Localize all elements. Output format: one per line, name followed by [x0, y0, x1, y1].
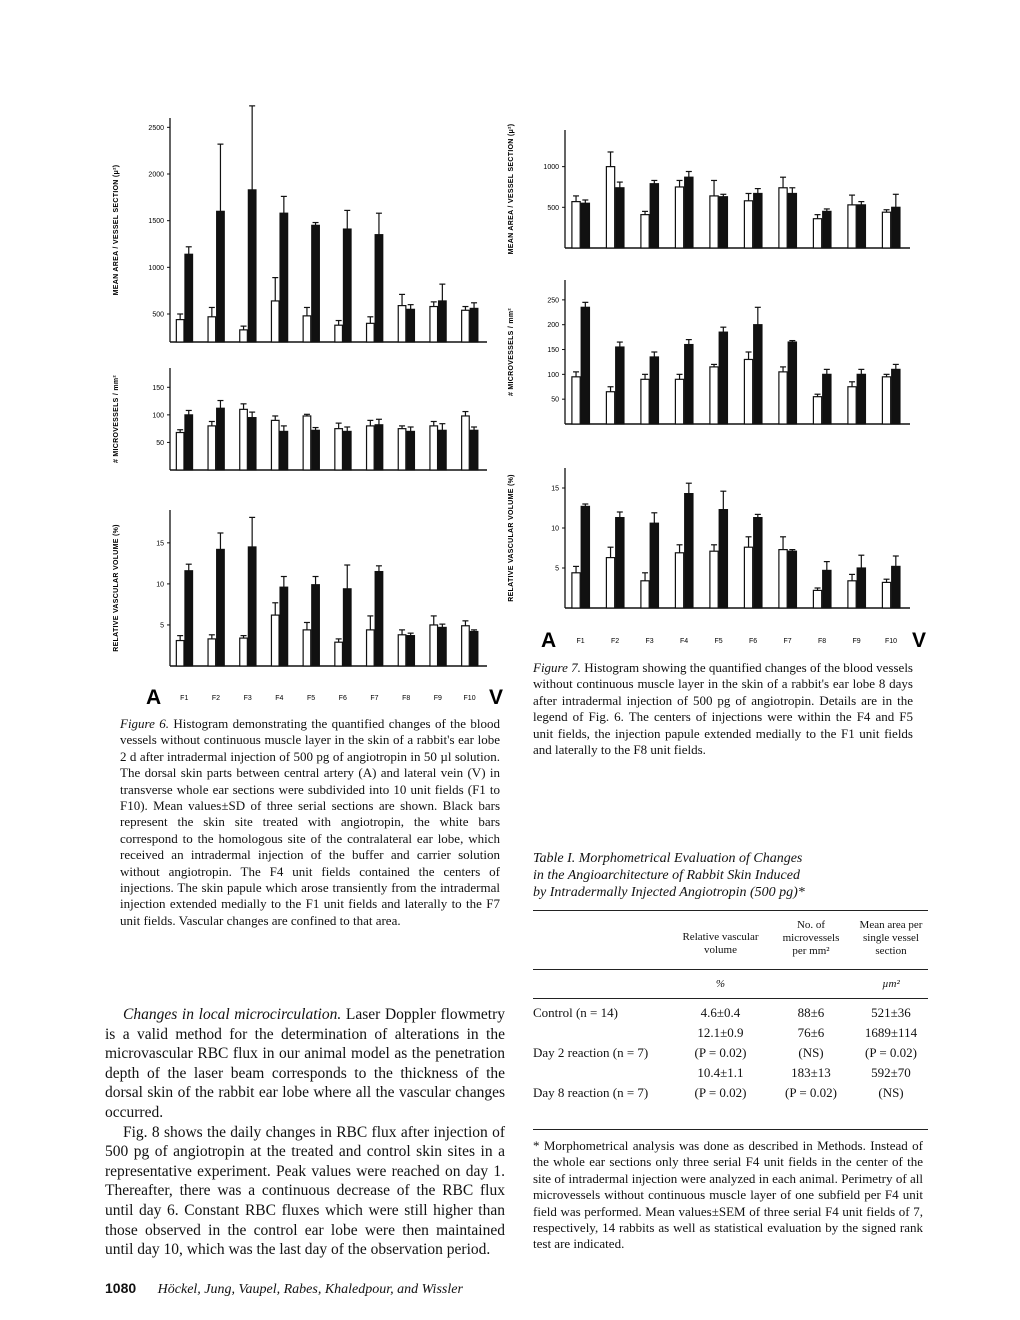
fig7-p1-bar-black [788, 342, 796, 424]
unit-percent: % [715, 978, 726, 990]
fig7-p2-bar-white [882, 582, 890, 608]
fig7-p0-bar-white [606, 167, 614, 248]
fig7-p2-bar-white [641, 581, 649, 608]
table-footnote: * Morphometrical analysis was done as described in Methods. Instead of the whole ear sections only three serial F4 unit fields in the center of the site of intradermal injection were analyzed in each animal. Perimetry of all microvessels without continuous muscle layer of one subfield per F4 unit field was performed. Mean values±SEM of three serial F4 unit fields of 7, respectively, 14 rabbits as well as statistical evaluation by the signed rank test are indicated. [533, 1138, 923, 1252]
fig6-p0-bar-white [240, 330, 248, 342]
cell: 12.1±0.9 [697, 1025, 744, 1040]
fig6-p0-bar-white [335, 325, 343, 342]
fig7-p1-tick-label: 250 [547, 297, 559, 305]
fig7-p0-bar-white [675, 187, 683, 248]
fig7-p0-bar-white [572, 202, 580, 248]
fig6-p0-bar-black [375, 235, 383, 342]
col-header-mean-area-3: section [875, 945, 907, 957]
table-title-line-2: in the Angioarchitecture of Rabbit Skin Induced [533, 868, 800, 883]
fig6-p0-bar-white [176, 320, 184, 342]
fig6-p1-bar-white [208, 426, 216, 470]
fig6-p1-bar-white [367, 426, 375, 470]
fig6-p1-bar-black [248, 418, 256, 470]
axis-end-artery: A [541, 629, 557, 652]
fig7-p0-bar-white [882, 212, 890, 248]
fig7-p0-bar-white [848, 205, 856, 248]
x-tick-label: F9 [433, 695, 442, 702]
col-header-vascular-volume: Relative vascular [682, 931, 759, 943]
fig6-p0-bar-black [439, 301, 447, 342]
axis-end-vein: V [489, 686, 504, 709]
col-header-microvessels: No. of [796, 919, 826, 931]
fig7-p2-tick-label: 5 [555, 565, 559, 573]
fig7-p0-bar-black [754, 193, 762, 248]
fig6-p2-bar-black [343, 589, 351, 666]
fig7-p1-tick-label: 50 [551, 396, 559, 404]
fig6-p1-tick-label: 100 [152, 412, 164, 420]
x-tick-label: F1 [576, 638, 585, 645]
fig7-p1-tick-label: 150 [547, 347, 559, 355]
col-header-microvessels-2: microvessels [782, 932, 840, 944]
fig7-p1-bar-black [754, 325, 762, 424]
page-number: 1080 [105, 1280, 137, 1296]
cell: (NS) [798, 1045, 824, 1060]
fig6-p2-bar-black [248, 547, 256, 666]
fig6-p0-bar-white [208, 317, 216, 342]
fig6-p0-bar-black [407, 309, 415, 342]
table-1 [533, 850, 928, 1253]
fig6-p1-y-label: # MICROVESSELS / mm² [113, 374, 120, 464]
col-header-mean-area: Mean area per [859, 919, 923, 931]
fig7-p1-bar-black [685, 345, 693, 424]
table-1-title [533, 850, 928, 901]
fig7-p2-bar-black [754, 518, 762, 608]
x-tick-label: F2 [211, 695, 221, 702]
cell: (P = 0.02) [785, 1085, 837, 1100]
col-header-mean-area-2: single vessel [863, 932, 919, 944]
fig7-p0-bar-white [813, 219, 821, 248]
x-tick-label: F9 [852, 638, 861, 645]
fig6-x-axis-labels [146, 686, 503, 709]
unit-um2: µm² [882, 978, 900, 990]
fig6-p2-bar-white [335, 642, 343, 666]
x-tick-label: F4 [679, 638, 689, 645]
fig7-p0-bar-white [779, 188, 787, 248]
figure-6-chart [95, 100, 525, 720]
fig7-p2-bar-white [572, 573, 580, 608]
fig6-p0-bar-white [462, 310, 470, 342]
fig6-p1-bar-black [439, 430, 447, 470]
x-tick-label: F4 [275, 695, 284, 702]
fig6-p0-tick-label: 500 [152, 311, 164, 319]
fig7-p1-bar-black [581, 307, 589, 424]
fig6-p1-bar-white [176, 433, 184, 470]
fig6-p0-bar-white [367, 323, 375, 342]
cell: 521±36 [871, 1005, 911, 1020]
figure-7-caption [533, 660, 913, 758]
fig7-p1-bar-white [710, 367, 718, 424]
x-tick-label: F7 [783, 638, 792, 645]
cell: 183±13 [791, 1065, 831, 1080]
cell: 4.6±0.4 [700, 1005, 741, 1020]
fig7-p2-bar-black [788, 551, 796, 608]
fig7-p0-bar-black [581, 203, 589, 248]
x-tick-label: F10 [463, 695, 476, 702]
fig6-p2-y-label: RELATIVE VASCULAR VOLUME (%) [113, 524, 120, 652]
fig6-p0-bar-black [185, 254, 193, 342]
body-paragraph-1 [105, 1005, 505, 1123]
fig6-p2-bar-black [312, 585, 320, 666]
fig6-p0-bar-white [430, 307, 438, 342]
body-text [105, 1005, 505, 1260]
fig7-p2-bar-white [675, 553, 683, 608]
fig6-p1-bar-black [470, 430, 478, 470]
fig6-p1-bar-white [398, 429, 406, 470]
table-units-row [533, 970, 928, 998]
fig7-p2-bar-white [779, 550, 787, 608]
fig6-p2-bar-white [176, 641, 184, 666]
table-header [533, 911, 928, 969]
cell: 88±6 [797, 1005, 825, 1020]
fig6-p2-bar-black [439, 627, 447, 666]
fig6-p2-bar-white [398, 635, 406, 666]
fig6-p1-bar-white [240, 409, 248, 470]
fig6-p1-bar-white [335, 429, 343, 470]
fig7-p2-bar-black [685, 494, 693, 608]
fig6-p2-bar-white [430, 625, 438, 666]
x-tick-label: F10 [884, 638, 898, 645]
fig6-p1-bar-black [375, 425, 383, 470]
fig6-p2-tick-label: 5 [160, 622, 164, 630]
fig6-p0-bar-white [303, 316, 311, 342]
table-title-line-3: by Intradermally Injected Angiotropin (500 pg)* [533, 885, 805, 900]
cell: (P = 0.02) [694, 1045, 747, 1060]
fig6-p0-tick-label: 2500 [148, 124, 164, 132]
fig7-p0-bar-black [823, 211, 831, 248]
fig6-p0-bar-black [217, 211, 225, 342]
fig7-p1-y-label: # MICROVESSELS / mm² [508, 307, 515, 397]
cell: 592±70 [871, 1065, 911, 1080]
fig7-p1-tick-label: 100 [547, 371, 559, 379]
fig6-p1-bar-black [217, 408, 225, 470]
fig6-p2-bar-black [280, 587, 288, 666]
row-label-day8: Day 8 reaction (n = 7) [533, 1085, 649, 1100]
fig6-caption-label: Figure 6. [120, 716, 170, 731]
fig7-p2-bar-black [823, 570, 831, 608]
fig7-p1-bar-white [606, 392, 614, 424]
fig7-p0-tick-label: 1000 [543, 164, 559, 172]
fig6-p1-bar-white [430, 426, 438, 470]
fig7-p0-bar-white [710, 196, 718, 248]
body-paragraph-1-text: Laser Doppler flowmetry is a valid method for the determination of alterations in the microvascular RBC flux in our animal model as the penetration depth of the laser beam corresponds to the thickness of the dorsal skin of the rabbit ear lobe where all the vascular changes occurred. [105, 1006, 506, 1121]
fig6-p0-bar-black [343, 229, 351, 342]
table-body [533, 999, 928, 1129]
fig7-p1-bar-white [675, 379, 683, 424]
fig7-p1-bar-white [744, 359, 752, 424]
fig7-p2-bar-black [650, 523, 658, 608]
x-tick-label: F2 [610, 638, 620, 645]
fig6-panel-microvessels [113, 368, 487, 470]
fig6-p2-bar-black [185, 571, 193, 666]
fig7-p1-bar-black [719, 332, 727, 424]
fig6-p1-bar-black [312, 430, 320, 470]
fig7-x-axis-labels [541, 629, 926, 652]
fig7-p2-bar-white [848, 581, 856, 608]
fig7-p2-bar-white [606, 558, 614, 608]
fig7-p0-y-label: MEAN AREA / VESSEL SECTION (μ²) [508, 123, 515, 255]
fig6-p1-bar-white [462, 416, 470, 470]
fig6-p1-bar-black [185, 415, 193, 470]
fig7-p1-bar-black [823, 374, 831, 424]
fig7-p2-bar-white [710, 551, 718, 608]
fig7-p2-bar-black [581, 506, 589, 608]
x-tick-label: F3 [645, 638, 654, 645]
fig6-p0-bar-black [280, 213, 288, 342]
fig7-p1-bar-black [857, 374, 865, 424]
section-heading: Changes in local microcirculation. [123, 1006, 342, 1023]
fig7-p0-bar-white [641, 215, 649, 248]
fig6-p0-bar-black [470, 308, 478, 342]
fig6-p2-bar-white [208, 639, 216, 666]
x-tick-label: F8 [817, 638, 827, 645]
fig7-p2-bar-black [719, 510, 727, 608]
fig7-p2-y-label: RELATIVE VASCULAR VOLUME (%) [508, 474, 515, 602]
col-header-microvessels-3: per mm² [792, 945, 830, 957]
x-tick-label: F6 [748, 638, 758, 645]
fig7-panel-mean-area [508, 124, 910, 255]
fig7-p0-tick-label: 500 [547, 204, 559, 212]
cell: (P = 0.02) [865, 1045, 917, 1060]
fig6-p2-tick-label: 10 [156, 581, 164, 589]
cell: (NS) [878, 1085, 904, 1100]
fig7-p2-tick-label: 10 [551, 525, 559, 533]
fig7-p2-bar-black [892, 566, 900, 608]
axis-end-artery: A [146, 686, 162, 709]
cell: 76±6 [797, 1025, 825, 1040]
x-tick-label: F7 [370, 695, 379, 702]
x-tick-label: F8 [402, 695, 411, 702]
x-tick-label: F5 [714, 638, 723, 645]
fig6-p1-bar-white [271, 420, 279, 470]
axis-end-vein: V [912, 629, 927, 652]
fig6-p2-bar-white [240, 638, 248, 666]
fig6-panel-vascular-volume [113, 510, 487, 666]
col-header-vascular-volume-2: volume [704, 944, 737, 956]
fig7-p0-bar-black [788, 193, 796, 248]
fig7-p0-bar-black [650, 184, 658, 248]
cell: (P = 0.02) [694, 1085, 747, 1100]
x-tick-label: F1 [180, 695, 189, 702]
fig6-p2-bar-white [367, 630, 375, 666]
fig6-p2-bar-white [462, 626, 470, 666]
cell: 10.4±1.1 [697, 1065, 744, 1080]
fig6-p2-bar-black [470, 632, 478, 666]
fig7-p1-bar-white [848, 387, 856, 424]
x-tick-label: F3 [243, 695, 252, 702]
fig7-p1-bar-white [779, 372, 787, 424]
fig7-p0-bar-black [719, 197, 727, 248]
fig6-p2-bar-white [271, 615, 279, 666]
page-footer [105, 1280, 463, 1298]
fig6-p0-bar-white [398, 306, 406, 342]
fig7-p2-tick-label: 15 [551, 485, 559, 493]
cell: 1689±114 [864, 1025, 918, 1040]
fig7-p0-bar-black [685, 177, 693, 248]
fig7-p0-bar-black [892, 207, 900, 248]
fig7-p1-bar-white [813, 397, 821, 424]
fig6-p0-tick-label: 1000 [148, 264, 164, 272]
fig7-p1-tick-label: 200 [547, 322, 559, 330]
fig7-panel-vascular-volume [508, 468, 910, 608]
fig6-p0-tick-label: 1500 [148, 218, 164, 226]
fig7-p0-bar-black [857, 205, 865, 248]
fig7-p1-bar-white [882, 377, 890, 424]
row-label-control: Control (n = 14) [533, 1005, 618, 1020]
fig6-p2-bar-black [217, 549, 225, 666]
x-tick-label: F5 [306, 695, 316, 702]
x-tick-label: F6 [338, 695, 347, 702]
fig6-p0-bar-black [312, 225, 320, 342]
fig7-p2-bar-white [744, 547, 752, 608]
author-list: Höckel, Jung, Vaupel, Rabes, Khaledpour, and Wissler [157, 1282, 463, 1297]
fig6-p0-tick-label: 2000 [148, 171, 164, 179]
fig6-p2-bar-black [375, 572, 383, 666]
fig7-p1-bar-black [892, 369, 900, 424]
figure-7-chart [508, 100, 945, 660]
fig7-p0-bar-white [744, 201, 752, 248]
fig6-p0-y-label: MEAN AREA / VESSEL SECTION (μ²) [113, 164, 120, 296]
fig6-p1-bar-black [407, 431, 415, 470]
fig7-caption-label: Figure 7. [533, 660, 581, 675]
table-title-line-1: Table I. Morphometrical Evaluation of Changes [533, 851, 803, 866]
fig7-p0-bar-black [616, 188, 624, 248]
row-label-day2: Day 2 reaction (n = 7) [533, 1045, 649, 1060]
fig6-p1-tick-label: 50 [156, 439, 164, 447]
fig6-p1-bar-black [343, 431, 351, 470]
fig6-caption-text: Histogram demonstrating the quantified changes of the blood vessels without continuous muscle layer in the skin of a rabbit's ear lobe 2 d after intradermal injection of 500 pg of angiotropin in 50 µl solution. The dorsal skin parts between central artery (A) and lateral vein (V) in transverse whole ear sections were subdivided into 10 unit fields (F1 to F10). Mean values±SD of three serial sections are shown. Black bars represent the skin site treated with angiotropin, the white bars correspond to the homologous site of the contralateral ear lobe, which received an intradermal injection of the buffer and carrier solution without angiotropin. The F4 unit fields contained the centers of injections. The skin papule which arose transiently from the intradermal injection extended medially to the F1 unit fields and laterally to the F7 unit fields. Vascular changes are confined to that area. [120, 716, 501, 928]
fig7-panel-microvessels [508, 280, 910, 424]
fig6-p2-bar-black [407, 636, 415, 666]
fig7-p2-bar-black [616, 518, 624, 608]
fig7-p2-bar-black [857, 568, 865, 608]
fig6-p0-bar-white [271, 301, 279, 342]
fig6-panel-mean-area [113, 106, 487, 342]
figure-6-caption [120, 716, 500, 929]
fig7-p2-bar-white [813, 590, 821, 608]
fig6-p1-bar-black [280, 431, 288, 470]
fig6-p2-bar-white [303, 630, 311, 666]
body-paragraph-2: Fig. 8 shows the daily changes in RBC flux after injection of 500 pg of angiotropin at the treated and control skin sites in a representative experiment. Peak values were reached on day 1. Thereafter, there was a continuous decrease of the RBC flux until day 6. Constant RBC fluxes which were still higher than those observed in the control ear lobe were then maintained until day 10, which was the last day of the observation period. [105, 1123, 505, 1259]
fig6-p0-bar-black [248, 190, 256, 342]
fig6-p1-tick-label: 150 [152, 384, 164, 392]
fig7-p1-bar-white [572, 377, 580, 424]
fig7-p1-bar-white [641, 379, 649, 424]
fig6-p1-bar-white [303, 416, 311, 470]
fig7-p1-bar-black [616, 347, 624, 424]
fig6-p2-tick-label: 15 [156, 540, 164, 548]
fig7-caption-text: Histogram showing the quantified changes of the blood vessels without continuous muscle layer in the skin of a rabbit's ear lobe 8 days after intradermal injection of 500 pg of angiotropin. Details are in the legend of Fig. 6. The centers of injections were within the F4 and F5 unit fields, the injection papule extended medially to the F1 unit fields and laterally to the F8 unit fields. [533, 660, 913, 758]
fig7-p1-bar-black [650, 357, 658, 424]
